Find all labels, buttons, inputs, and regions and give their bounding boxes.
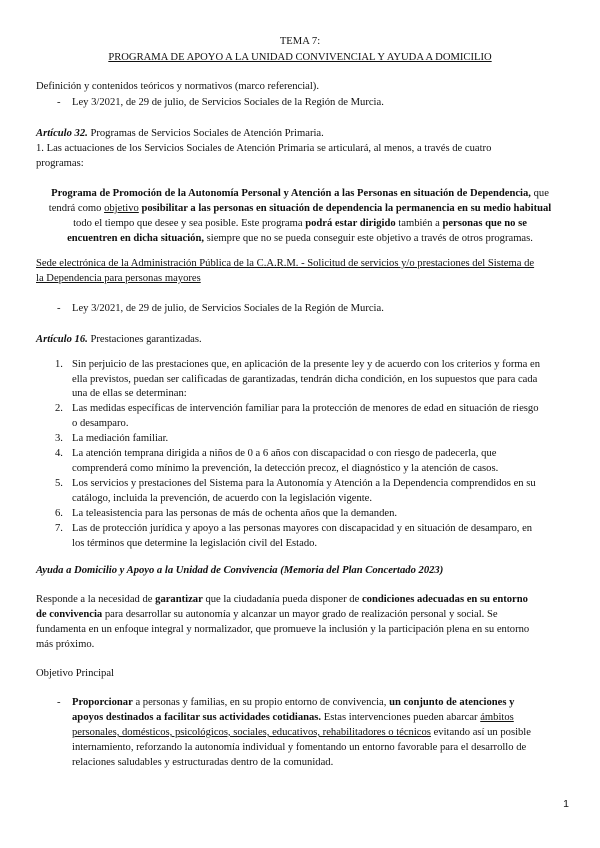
bullet-dash: -: [57, 697, 61, 708]
list-number: 1.: [55, 359, 63, 370]
programa-bold-title: Programa de Promoción de la Autonomía Personal y Atención a las Personas en situación de Dependencia,: [51, 188, 531, 199]
article-32-title: Programas de Servicios Sociales de Atención Primaria.: [87, 128, 324, 139]
programa-text: tendrá como: [48, 203, 105, 214]
objetivo-line2: [72, 710, 514, 725]
programa-bold: posibilitar a las personas en situación de dependencia la permanencia en su medio habitual: [138, 203, 552, 214]
programa-text: siempre que no se pueda conseguir este objetivo a través de otros programas.: [204, 233, 533, 244]
page-title: PROGRAMA DE APOYO A LA UNIDAD CONVIVENCIAL Y AYUDA A DOMICILIO: [108, 52, 492, 63]
programa-text: que: [530, 188, 549, 199]
list-item-5-line1: Los servicios y prestaciones del Sistema para la Autonomía y Atención a la Dependencia comprendidos en su: [72, 478, 536, 489]
list-number: 5.: [55, 478, 63, 489]
list-item-4-line1: La atención temprana dirigida a niños de 0 a 6 años con discapacidad o con riesgo de padecerla, que: [72, 448, 497, 459]
objetivo-bold: apoyos destinados a facilitar sus actividades cotidianas.: [72, 712, 322, 723]
ayuda-heading: Ayuda a Domicilio y Apoyo a la Unidad de Convivencia (Memoria del Plan Concertado 2023): [36, 565, 444, 576]
programa-line1: [0, 186, 600, 201]
article-32-paragraph-line2: programas:: [36, 158, 84, 169]
list-number: 3.: [55, 433, 63, 444]
objetivo-heading: Objetivo Principal: [36, 668, 114, 679]
page-number: 1: [563, 798, 569, 810]
article-32-label: Artículo 32.: [36, 128, 88, 139]
ayuda-line3: fundamenta en un enfoque integral y normalizador, que promueve la inclusión y la participación plena en su entorno: [36, 624, 530, 635]
ayuda-line4: más próximo.: [36, 639, 95, 650]
objetivo-underlined: personales, domésticos, psicológicos, sociales, educativos, rehabilitadores o técnicos: [72, 727, 431, 738]
bullet-dash: -: [57, 303, 61, 314]
list-item-7-line1: Las de protección jurídica y apoyo a las personas mayores con discapacidad y en situación de desamparo, en: [72, 523, 533, 534]
objetivo-text: evitando así un posible: [430, 727, 531, 738]
objetivo-underlined: ámbitos: [480, 712, 514, 723]
ayuda-text: para desarrollar su autonomía y alcanzar un mayor grado de realización personal y social. Se: [102, 609, 498, 620]
bullet-dash: -: [57, 97, 61, 108]
programa-bold: encuentren en dicha situación,: [67, 233, 205, 244]
list-item-7-line2: los términos que determine la legislación civil del Estado.: [72, 538, 318, 549]
programa-line3: [0, 216, 600, 231]
list-number: 4.: [55, 448, 63, 459]
article-16-label: Artículo 16.: [36, 334, 88, 345]
article-32-heading: [36, 126, 324, 141]
programa-line2: [0, 201, 600, 216]
programa-bold: personas que no se: [442, 218, 527, 229]
objetivo-line4: internamiento, reforzando la autonomía individual y fomentando un entorno favorable para el desarrollo de: [72, 742, 527, 753]
programa-underlined: objetivo: [104, 203, 139, 214]
list-item-4-line2: comprenderá como mínimo la prevención, la detección precoz, el diagnóstico y la atención de casos.: [72, 463, 499, 474]
list-number: 7.: [55, 523, 63, 534]
sede-link-line2[interactable]: la Dependencia para personas mayores: [36, 273, 201, 284]
objetivo-bold: Proporcionar: [72, 697, 133, 708]
programa-line4: [0, 231, 600, 246]
objetivo-text: a personas y familias, en su propio entorno de convivencia,: [132, 697, 390, 708]
ayuda-line2: [36, 607, 498, 622]
list-item-2-line1: Las medidas específicas de intervención familiar para la protección de menores de edad en situación de riesgo: [72, 403, 539, 414]
objetivo-line3: [72, 725, 531, 740]
ayuda-bold: de convivencia: [36, 609, 103, 620]
list-number: 6.: [55, 508, 63, 519]
list-item-1-line3: una de ellas se determinan:: [72, 388, 187, 399]
list-item-6-line1: La teleasistencia para las personas de más de ochenta años que la demanden.: [72, 508, 398, 519]
ayuda-bold: garantizar: [155, 594, 203, 605]
list-item-3-line1: La mediación familiar.: [72, 433, 169, 444]
programa-text: todo el tiempo que desee y sea posible. Este programa: [73, 218, 306, 229]
objetivo-text: Estas intervenciones pueden abarcar: [321, 712, 481, 723]
law-reference: Ley 3/2021, de 29 de julio, de Servicios Sociales de la Región de Murcia.: [72, 97, 384, 108]
list-item-2-line2: o desamparo.: [72, 418, 129, 429]
programa-bold: podrá estar dirigido: [305, 218, 396, 229]
title-line1: TEMA 7:: [279, 36, 321, 47]
article-32-paragraph-line1: 1. Las actuaciones de los Servicios Sociales de Atención Primaria se articulará, al menos, a través de cuatro: [36, 143, 492, 154]
ayuda-text: Responde a la necesidad de: [36, 594, 156, 605]
objetivo-line1: [72, 695, 514, 710]
objetivo-bold: un conjunto de atenciones y: [389, 697, 515, 708]
article-16-title: Prestaciones garantizadas.: [87, 334, 202, 345]
article-16-heading: [36, 332, 202, 347]
definition-text: Definición y contenidos teóricos y normativos (marco referencial).: [36, 81, 319, 92]
sede-link-line1[interactable]: Sede electrónica de la Administración Pública de la C.A.R.M. - Solicitud de servicios y/o prestaciones del Sistema de: [36, 258, 535, 269]
law-reference-2: Ley 3/2021, de 29 de julio, de Servicios Sociales de la Región de Murcia.: [72, 303, 384, 314]
objetivo-line5: relaciones saludables y estructuradas dentro de la comunidad.: [72, 757, 334, 768]
programa-text: también a: [395, 218, 443, 229]
ayuda-line1: [36, 592, 528, 607]
ayuda-text: que la ciudadanía pueda disponer de: [202, 594, 362, 605]
list-number: 2.: [55, 403, 63, 414]
ayuda-bold: condiciones adecuadas en su entorno: [361, 594, 528, 605]
list-item-5-line2: catálogo, incluida la prevención, de acuerdo con la legislación vigente.: [72, 493, 373, 504]
list-item-1-line1: Sin perjuicio de las prestaciones que, en aplicación de la presente ley y de acuerdo con los criterios y forma en: [72, 359, 541, 370]
list-item-1-line2: ella previstos, puedan ser calificadas de garantizadas, tendrán dicha condición, en los supuestos que para cada: [72, 374, 538, 385]
